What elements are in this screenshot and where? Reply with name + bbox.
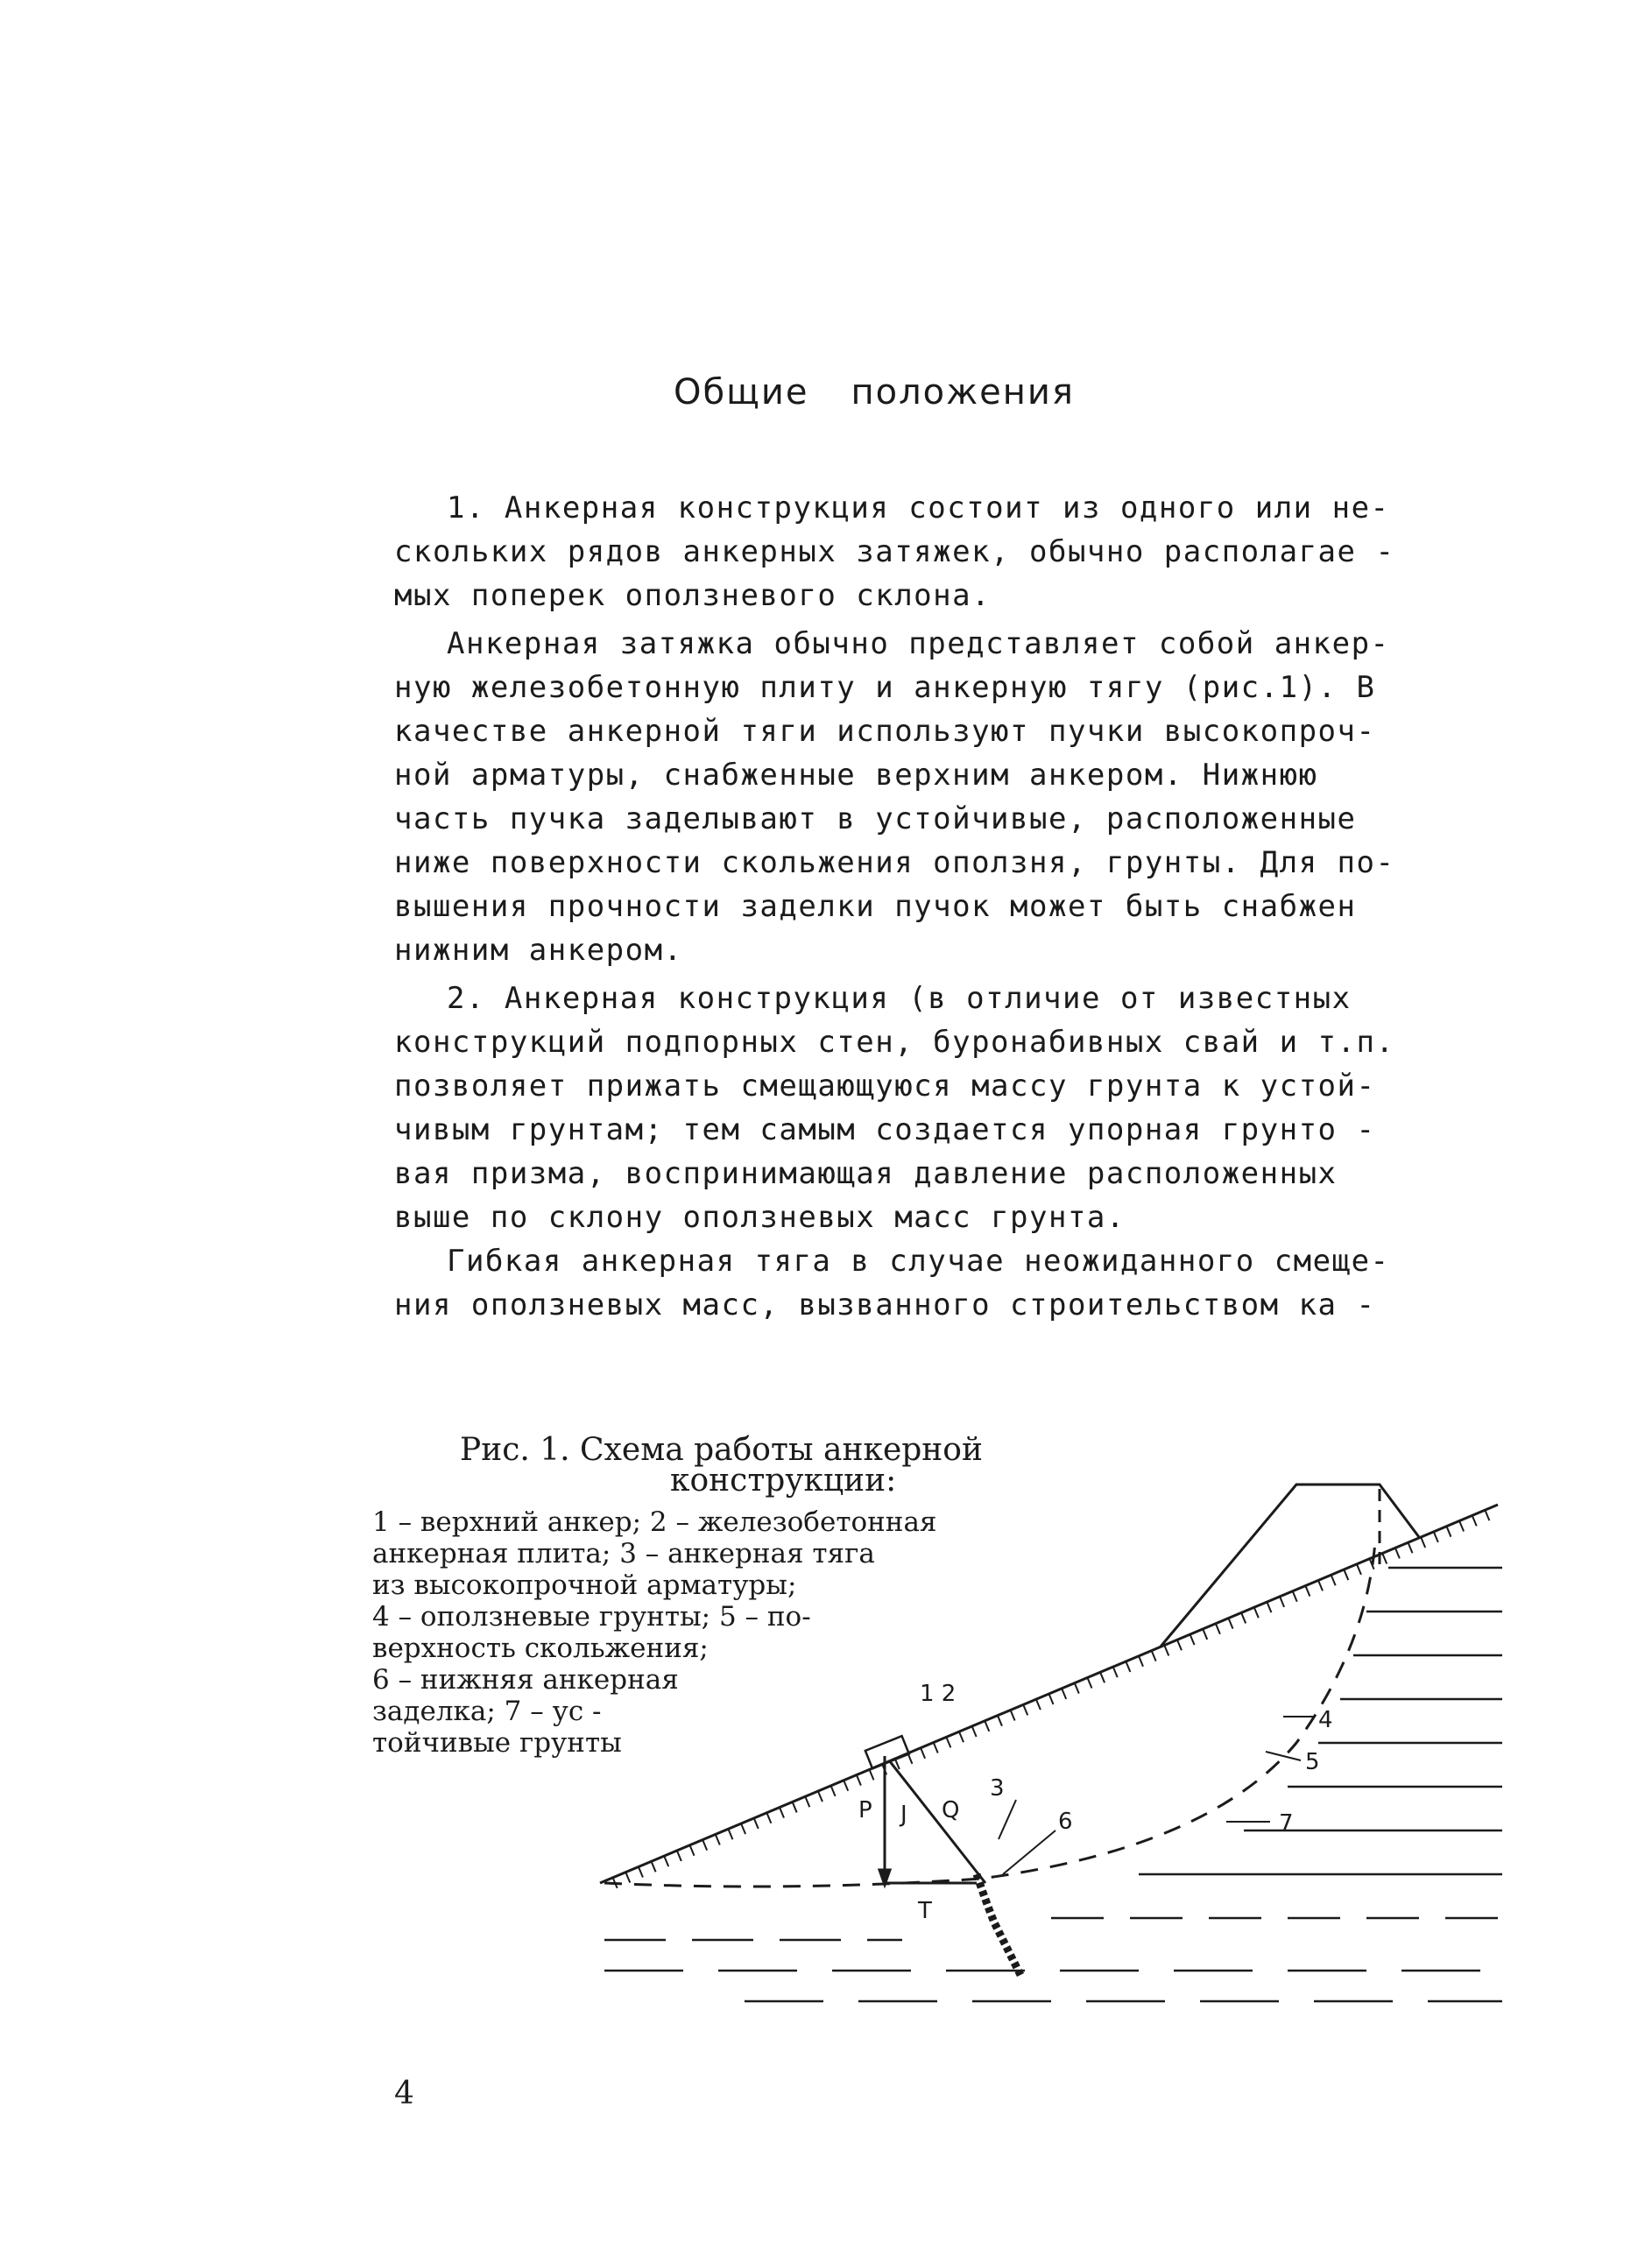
label-5: 5 [1305,1749,1320,1775]
hatch-tick [1113,1667,1118,1677]
hatch-tick [1062,1689,1066,1699]
hatch-tick [664,1856,668,1866]
hatch-tick [754,1818,759,1829]
text-line: вышения прочности заделки пучок может быть снабжен [394,889,1357,924]
text-line: мых поперек оползневого склона. [394,578,992,613]
hatch-tick [793,1802,797,1812]
hatch-tick [1126,1661,1130,1672]
hatch-tick [1395,1548,1400,1558]
hatch-tick [870,1769,874,1780]
hatch-tick [716,1834,720,1844]
hatch-tick [921,1748,925,1759]
hatch-tick [1139,1656,1143,1667]
hatch-tick [1254,1607,1259,1618]
legend-line: верхность скольжения; [372,1633,709,1664]
hatch-tick [1459,1521,1464,1532]
hatch-tick [844,1781,848,1791]
hatch-tick [1318,1580,1323,1590]
anchor-plate [865,1736,909,1768]
legend-line: из высокопрочной арматуры; [372,1569,797,1601]
hatch-tick [652,1861,656,1872]
text-line: ную железобетонную плиту и анкерную тягу (рис.1). В [394,670,1376,705]
text-line: нижним анкером. [394,933,683,968]
label-P: P [858,1797,872,1823]
hatch-tick [702,1840,707,1851]
hatch-tick [1049,1694,1054,1704]
hatch-tick [818,1791,822,1802]
text-line: вая призма, воспринимающая давление расположенных [394,1156,1338,1191]
hatch-tick [1305,1586,1310,1597]
hatch-tick [1075,1683,1079,1694]
text-line: 1. Анкерная конструкция состоит из одного или не- [447,490,1390,525]
hatch-tick [934,1743,938,1753]
hatch-tick [1177,1640,1182,1650]
text-line: выше по склону оползневых масс грунта. [394,1200,1126,1235]
hatch-tick [1229,1619,1233,1629]
hatch-tick [972,1726,977,1737]
label-1-2: 1 2 [920,1681,957,1707]
hatch-tick [1036,1699,1041,1710]
text-line: скольких рядов анкерных затяжек, обычно располагае - [394,534,1395,569]
hatch-tick [1267,1602,1271,1612]
hatch-tick [959,1732,964,1742]
hatch-tick [1331,1575,1336,1585]
hatch-tick [1446,1527,1451,1537]
hatch-tick [1421,1537,1425,1548]
hatch-tick [985,1721,989,1732]
label-3: 3 [990,1775,1005,1802]
text-line: качестве анкерной тяги используют пучки высокопроч- [394,714,1376,749]
hatch-tick [1216,1624,1220,1634]
hatch-tick [690,1845,695,1856]
hatch-tick [728,1829,732,1839]
label-Q: Q [942,1797,960,1823]
leader-6 [1003,1830,1055,1874]
hatch-tick [1485,1510,1489,1520]
hatch-tick [1344,1569,1348,1580]
hatch-tick [805,1796,809,1807]
text-line: чивым грунтам; тем самым создается упорная грунто - [394,1112,1376,1147]
hatch-tick [1152,1651,1156,1661]
hatch-tick [1357,1564,1361,1575]
hatch-tick [1087,1677,1091,1688]
label-4: 4 [1318,1707,1333,1733]
hatch-tick [639,1866,643,1877]
hatch-tick [946,1737,950,1747]
hatch-tick [625,1873,630,1883]
text-line: часть пучка заделывают в устойчивые, расположенные [394,801,1357,836]
figure-caption-line2: конструкции: [670,1463,897,1499]
label-T: T [918,1898,932,1924]
hatch-tick [1408,1542,1413,1553]
hatch-tick [1190,1634,1195,1645]
hatch-tick [1280,1597,1284,1607]
legend-line: 4 – оползневые грунты; 5 – по- [372,1601,811,1633]
stable-soil-lines [604,1568,1502,2001]
label-J: J [900,1802,907,1828]
hatch-tick [1472,1515,1477,1526]
hatch-tick [1241,1612,1246,1623]
text-line: Анкерная затяжка обычно представляет собой анкер- [447,626,1390,661]
hatch-tick [766,1813,771,1823]
label-7: 7 [1279,1810,1294,1837]
hatch-tick [677,1851,681,1861]
heading-word-1: Общие [674,372,809,413]
hatch-tick [998,1716,1002,1726]
hatch-tick [1293,1591,1297,1602]
hatch-tick [1382,1554,1387,1564]
hatch-tick [857,1775,861,1786]
leader-3 [999,1800,1016,1839]
text-line: ниже поверхности скольжения оползня, грунты. Для по- [394,845,1395,880]
lower-anchor-embedment [977,1874,1020,1975]
legend-line: тойчивые грунты [372,1727,622,1759]
text-line: 2. Анкерная конструкция (в отличие от известных [447,981,1352,1016]
hatch-tick [1434,1532,1438,1542]
text-line: ния оползневых масс, вызванного строительством ка - [394,1287,1376,1322]
legend-line: 6 – нижняя анкерная [372,1664,679,1696]
text-line: ной арматуры, снабженные верхним анкером. Нижнюю [394,758,1318,793]
page-number: 4 [394,2076,414,2112]
hatch-tick [1203,1629,1207,1640]
leader-5 [1266,1752,1301,1760]
figure-caption-line1: Рис. 1. Схема работы анкерной [460,1432,983,1468]
hatch-tick [741,1823,745,1834]
hatch-tick [780,1808,784,1818]
legend-line: анкерная плита; 3 – анкерная тяга [372,1538,875,1569]
hatch-tick [831,1786,836,1796]
embankment-outline [1161,1485,1419,1647]
legend-line: заделка; 7 – ус - [372,1696,602,1727]
hatch-tick [1100,1672,1105,1682]
hatch-tick [1023,1704,1027,1715]
slip-surface-curve [604,1541,1375,1887]
label-6: 6 [1058,1809,1073,1835]
hatch-tick [1164,1645,1168,1655]
text-line: Гибкая анкерная тяга в случае неожиданного смеще- [447,1244,1390,1279]
legend-line: 1 – верхний анкер; 2 – железобетонная [372,1506,937,1538]
text-line: конструкций подпорных стен, буронабивных свай и т.п. [394,1025,1395,1060]
heading-word-2: положения [851,372,1075,413]
hatch-tick [1011,1710,1015,1721]
text-line: позволяет прижать смещающуюся массу грунта к устой- [394,1069,1376,1104]
